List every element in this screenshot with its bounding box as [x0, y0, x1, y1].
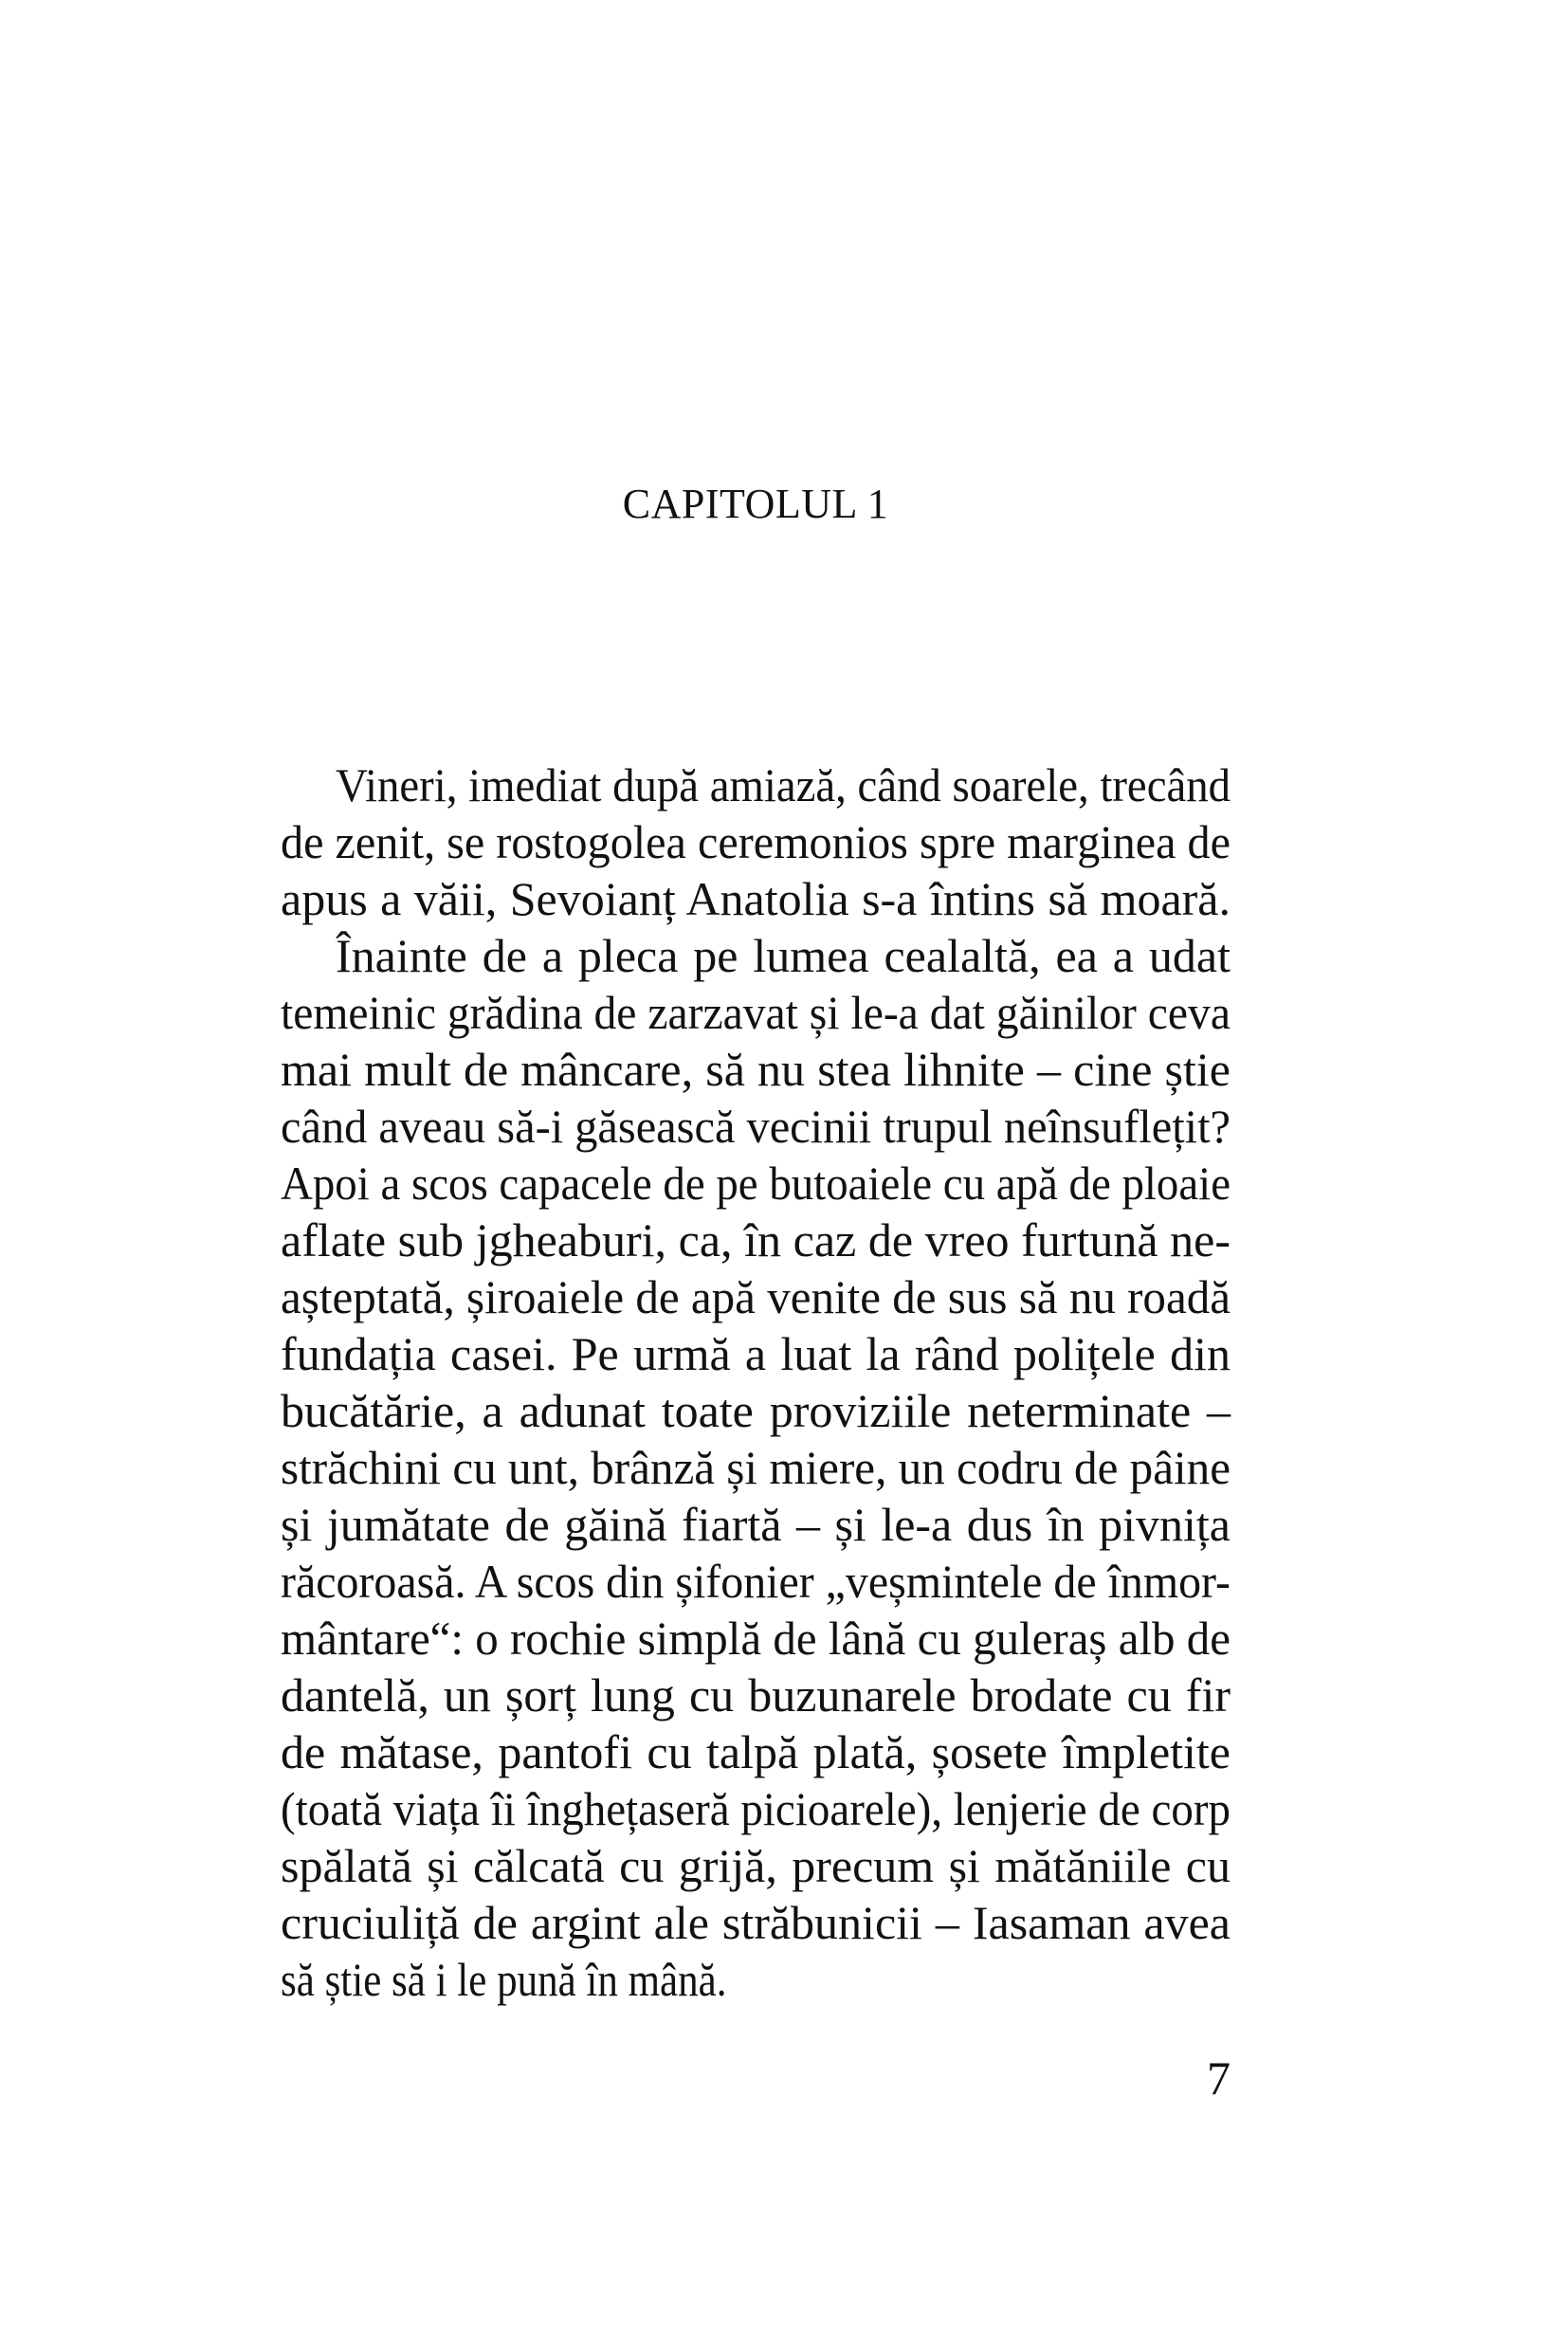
text-line: de mătase, pantofi cu talpă plată, șosete împletite: [281, 1725, 1231, 1778]
text-line: bucătărie, a adunat toate proviziile neterminate –: [281, 1384, 1231, 1437]
text-line: spălată și călcată cu grijă, precum și mătăniile cu: [281, 1839, 1231, 1892]
text-line: temeinic grădina de zarzavat și le-a dat găinilor ceva: [281, 986, 1231, 1039]
text-line: mai mult de mâncare, să nu stea lihnite – cine știe: [281, 1043, 1231, 1096]
text-line: de zenit, se rostogolea ceremonios spre marginea de: [281, 815, 1231, 868]
text-line: fundația casei. Pe urmă a luat la rând polițele din: [281, 1327, 1231, 1380]
text-line: (toată viața îi înghețaseră picioarele), lenjerie de corp: [281, 1782, 1231, 1835]
text-line: străchini cu unt, brânză și miere, un codru de pâine: [281, 1441, 1231, 1494]
text-line: să știe să i le pună în mână.: [281, 1953, 727, 2006]
chapter-heading: CAPITOLUL 1: [622, 481, 889, 527]
text-line: apus a văii, Sevoianț Anatolia s-a întins să moară.: [281, 872, 1231, 925]
text-line: Vineri, imediat după amiază, când soarele, trecând: [336, 758, 1231, 811]
text-line: și jumătate de găină fiartă – și le-a dus în pivnița: [281, 1498, 1231, 1551]
text-line: mântare“: o rochie simplă de lână cu guleraș alb de: [281, 1612, 1231, 1665]
text-line: când aveau să-i găsească vecinii trupul neînsuflețit?: [281, 1100, 1231, 1153]
text-line: așteptată, șiroaiele de apă venite de sus să nu roadă: [281, 1270, 1231, 1323]
text-line: răcoroasă. A scos din șifonier „veșmintele de înmor-: [281, 1555, 1231, 1608]
text-line: Înainte de a pleca pe lumea cealaltă, ea a udat: [336, 929, 1231, 982]
text-line: cruciuliță de argint ale străbunicii – Iasaman avea: [281, 1896, 1231, 1949]
body-paragraphs: [281, 756, 1231, 2008]
text-line: aflate sub jgheaburi, ca, în caz de vreo furtună ne-: [281, 1213, 1231, 1267]
page-number: 7: [1207, 2051, 1231, 2105]
text-line: dantelă, un șorț lung cu buzunarele brodate cu fir: [281, 1668, 1231, 1722]
text-line: Apoi a scos capacele de pe butoaiele cu apă de ploaie: [281, 1157, 1231, 1210]
